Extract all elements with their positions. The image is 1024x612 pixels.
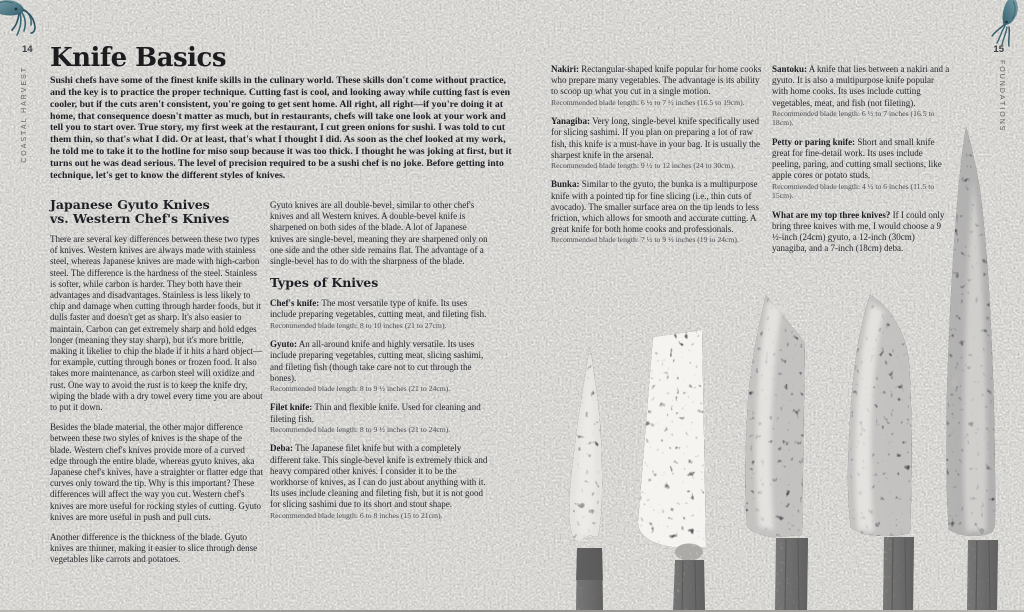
- knife-entry: [270, 402, 491, 424]
- blade-length-note: Recommended blade length: 6 ½ to 7 inches (16.5 to 18cm).: [772, 108, 935, 128]
- knife-term: Chef's knife:: [270, 298, 320, 309]
- knife-entry: [551, 179, 763, 235]
- section-heading-line: vs. Western Chef's Knives: [50, 211, 230, 226]
- santoku-knife-illustration: [848, 295, 914, 612]
- intro-paragraph: Sushi chefs have some of the finest knife skills in the culinary world. These skills don't come without practice, and the key is to practice the proper technique. Cutting fast is cool, and looking away while cutting fast is even cooler, but if the cuts aren't consistent, you're going to get sent home. All right, all right—if you're doing it at home, that consequence doesn't matter as much, but in restaurants, chefs will take one look at your work and tell you to start over. True story, my first week at the restaurant, I cut green onions for sushi. I was told to cut them thin, so that's what I did. Or at least, that's what I thought I did. As soon as the chef looked at my work, he told me to take it to the hotline for miso soup because it was too thick. I thought he was joking at first, but it turns out he was dead serious. The level of precision required to be a sushi chef is no joke. Before getting into technique, let's get to know the different styles of knives.: [50, 74, 512, 182]
- qa-answer: If I could only bring three knives with me, I would choose a 9 ½-inch (24cm) gyuto, a 12-inch (30cm) yanagiba, and a 7-inch (18cm) deba.: [772, 209, 945, 254]
- knife-description: Rectangular-shaped knife popular for home cooks who prepare many vegetables. The advantage is its ability to scoop up what you cut in a single motion.: [551, 64, 762, 97]
- blade-length-note: Recommended blade length: 8 to 9 ½ inches (21 to 24cm).: [270, 424, 451, 434]
- knife-term: Yanagiba:: [551, 116, 591, 127]
- knife-entry: [270, 443, 491, 510]
- knife-description: Thin and flexible knife. Used for cleaning and fileting fish.: [270, 402, 481, 424]
- page-title: Knife Basics: [50, 43, 226, 74]
- blade-length-note: Recommended blade length: 9 ½ to 12 inches (24 to 30cm).: [551, 160, 736, 170]
- margin-label: COASTAL HARVEST: [21, 66, 28, 163]
- middle-column: [270, 200, 491, 529]
- blade-length-note: Recommended blade length: 8 to 10 inches (21 to 27cm).: [270, 320, 447, 330]
- yanagiba-knife-illustration: [946, 127, 998, 612]
- section-heading-line: Japanese Gyuto Knives: [50, 197, 210, 212]
- knife-term: Gyuto:: [270, 339, 297, 350]
- bunka-knife-illustration: [745, 295, 808, 612]
- qa-question: What are my top three knives?: [772, 209, 891, 220]
- body-paragraph: Gyuto knives are all double-bevel, similar to other chef's knives and all Western knives. A double-bevel knife is sharpened on both sides of the blade. A lot of Japanese knives are single-bevel, meaning they are sharpened only on one side and the other side remains flat. The advantage of a single-bevel has to do with the sharpness of the blade.: [270, 200, 488, 267]
- knife-term: Bunka:: [551, 179, 580, 190]
- knife-term: Filet knife:: [270, 402, 313, 413]
- body-paragraph: Another difference is the thickness of the blade. Gyuto knives are thinner, making it easier to slice through dense vegetables like carrots and potatoes.: [50, 532, 258, 565]
- page-number: 14: [22, 44, 33, 55]
- knife-description: Similar to the gyuto, the bunka is a multipurpose knife with a pointed tip for fine slicing (i.e., thin cuts of avocado). The smaller surface area on the tip lends to less friction, which allows for smooth and accurate cutting. A great knife for both home cooks and professionals.: [551, 179, 760, 235]
- blade-length-note: Recommended blade length: 6 ½ to 7 ½ inches (16.5 to 19cm).: [551, 97, 745, 107]
- blade-length-note: Recommended blade length: 4 ½ to 6 inches (11.5 to 15cm).: [772, 181, 935, 201]
- knife-description: Short and small knife great for fine-detail work. Its uses include peeling, paring, and cutting small sections, like apple cores or potato studs.: [772, 136, 942, 181]
- blade-length-note: Recommended blade length: 7 ½ to 9 ½ inches (19 to 24cm).: [551, 235, 739, 245]
- knife-description: A knife that lies between a nakiri and a gyuto. It is also a multipurpose knife popular with home cooks. Its uses include cutting vegetables, meat, and fish (not fileting).: [772, 64, 950, 108]
- qa-entry: [772, 210, 950, 255]
- left-column: [50, 198, 264, 575]
- knife-entry: [270, 339, 491, 384]
- knife-description: The most versatile type of knife. Its uses include preparing vegetables, cutting meat, and fileting fish.: [270, 298, 487, 320]
- knife-term: Petty or paring knife:: [772, 136, 856, 147]
- petty-knife-illustration: [569, 347, 603, 612]
- knife-entry: [772, 64, 950, 109]
- knife-entry: [772, 137, 950, 182]
- section-heading: [50, 198, 264, 226]
- squid-icon: [980, 0, 1024, 48]
- knife-term: Nakiri:: [551, 64, 579, 74]
- blade-length-note: Recommended blade length: 8 to 9 ½ inches (21 to 24cm).: [270, 383, 451, 393]
- knife-description: The Japanese filet knife but with a completely different take. This single-bevel knife is extremely thick and heavy compared other knives. I consider it to be the workhorse of knives, as I can do just about anything with it. Its uses include cleaning and fileting fish, but it is not good for slicing sashimi due to its short and stout shape.: [270, 443, 488, 510]
- knife-term: Santoku:: [772, 64, 808, 74]
- knife-entry: [551, 64, 763, 98]
- body-paragraph: There are several key differences between these two types of knives. Western knives are always made with stainless steel, whereas Japanese knives are made with high-carbon steel. The difference is the hardness of the steel. Stainless is softer, while carbon is harder. They both have their advantages and disadvantages. Stainless is less likely to chip and damage when cutting through harder foods, but it dulls faster and doesn't get as sharp. It's also easier to maintain. Carbon can get extremely sharp and hold edges longer (meaning they stay sharp), but it's more brittle, making it likelier to chip the blade if it hits a hard object—for example, cutting through bones or frozen food. It also takes more maintenance, as carbon steel will oxidize and rust. One way to avoid the rust is to keep the knife dry, wiping the blade with a dry towel every time you are about to put it down.: [50, 234, 263, 413]
- right-column-1: [551, 64, 763, 254]
- margin-label: FOUNDATIONS: [998, 60, 1005, 133]
- knife-entry: [551, 116, 763, 161]
- blade-length-note: Recommended blade length: 6 to 8 inches (15 to 21cm).: [270, 510, 443, 520]
- knife-description: Very long, single-bevel knife specifically used for slicing sashimi. If you plan on preparing a lot of raw fish, this knife is a must-have in your bag. It is usually the sharpest knife in the arsenal.: [551, 116, 760, 160]
- section-heading: Types of Knives: [270, 275, 379, 291]
- knife-entry: [270, 298, 491, 320]
- page-number: 15: [993, 44, 1004, 55]
- nakiri-knife-illustration: [638, 330, 706, 612]
- knife-term: Deba:: [270, 443, 293, 454]
- right-column-2: [772, 64, 950, 254]
- knife-description: An all-around knife and highly versatile. Its uses include preparing vegetables, cutting meat, slicing sashimi, and fileting fish (though take care not to cut through the bones).: [270, 339, 484, 383]
- body-paragraph: Besides the blade material, the other major difference between these two styles of knives is the shape of the blade. Western chef's knives provide more of a curved edge through the entire blade, whereas gyuto knives, aka Japanese chef's knives, have a straighter or flatter edge that curves only toward the tip. Why is this important? These differences will affect the way you cut. Western chef's knives are more useful for rocking styles of cutting. Gyuto knives are more useful in push and pull cuts.: [50, 422, 264, 522]
- squid-icon: [0, 0, 57, 48]
